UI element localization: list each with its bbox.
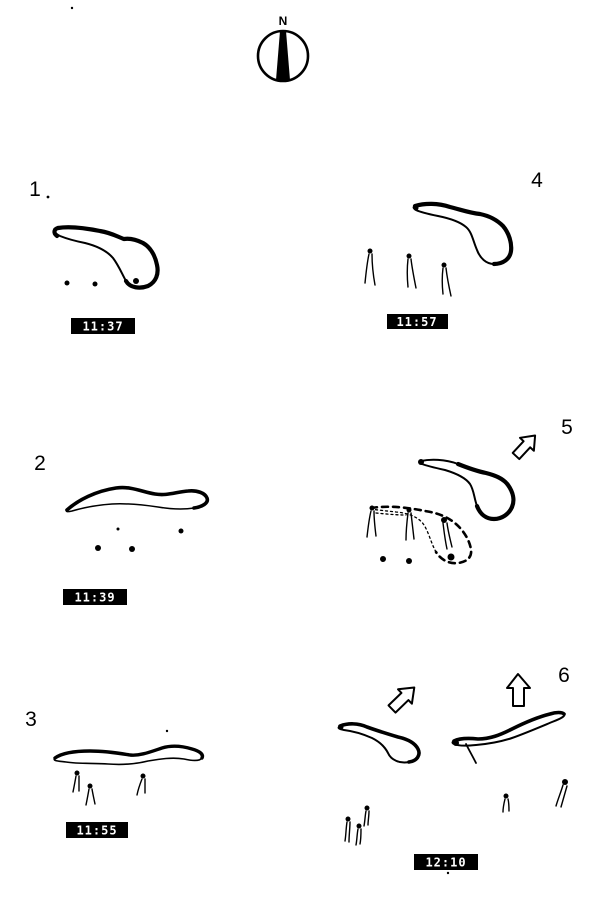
panel-4-number: 4 xyxy=(531,169,543,192)
splash-line xyxy=(446,268,451,296)
splash-mark xyxy=(367,506,376,538)
splash-line xyxy=(443,523,447,549)
splash-head xyxy=(504,794,509,799)
timestamp-text: 11:37 xyxy=(82,319,124,334)
splash-mark xyxy=(503,794,509,813)
splash-line xyxy=(364,811,366,826)
splash-mark xyxy=(364,806,370,827)
tail-tip xyxy=(339,725,344,730)
panel-6 xyxy=(339,664,570,870)
compass-north-label: N xyxy=(278,14,288,28)
splash-line xyxy=(508,799,509,811)
group-outline-emphasis xyxy=(415,204,511,264)
panel-6-number: 6 xyxy=(558,664,570,687)
splash-mark xyxy=(356,824,362,846)
splash-line xyxy=(406,513,408,540)
flipper-line xyxy=(466,744,476,763)
dashed-track-outline xyxy=(371,507,471,563)
splash-line xyxy=(345,822,347,841)
panel-1 xyxy=(29,178,157,334)
timestamp-badge-2 xyxy=(63,589,127,605)
splash-line xyxy=(442,268,443,294)
splash-line xyxy=(356,829,358,845)
panel-2-number: 2 xyxy=(34,452,46,475)
splash-head xyxy=(141,774,146,779)
splash-mark xyxy=(556,779,568,807)
splash-mark xyxy=(73,771,80,793)
dot-mark xyxy=(448,554,455,561)
panel-3 xyxy=(25,708,202,838)
splash-head xyxy=(442,263,447,268)
splash-line xyxy=(367,511,371,537)
timestamp-text: 11:55 xyxy=(76,823,118,838)
splash-mark xyxy=(406,508,414,541)
speck xyxy=(71,7,73,9)
splash-line xyxy=(411,259,416,288)
panel-4 xyxy=(365,169,543,329)
splash-mark xyxy=(345,817,351,843)
splash-line xyxy=(447,523,452,547)
arrow-shape xyxy=(385,680,421,716)
panel-1-number: 1 xyxy=(29,178,41,201)
speck xyxy=(447,872,449,874)
splash-head xyxy=(365,806,370,811)
splash-head xyxy=(407,254,412,259)
splash-head xyxy=(75,771,80,776)
splash-line xyxy=(365,254,369,283)
splash-mark xyxy=(442,263,452,297)
splash-head xyxy=(357,824,362,829)
splash-mark xyxy=(137,774,146,796)
splash-line xyxy=(86,789,89,805)
splash-mark xyxy=(407,254,417,289)
tail-tip xyxy=(414,206,419,211)
splash-line xyxy=(360,829,361,844)
timestamp-text: 11:57 xyxy=(396,315,438,329)
splash-line xyxy=(411,513,414,539)
splash-mark xyxy=(86,784,95,806)
speck xyxy=(47,196,50,199)
dot-mark xyxy=(179,529,184,534)
panel-2 xyxy=(34,452,207,605)
group-outline xyxy=(414,204,512,264)
splash-head xyxy=(88,784,93,789)
group-outline-emphasis xyxy=(58,227,158,287)
group-outline-emphasis xyxy=(55,746,202,758)
timestamp-badge-4 xyxy=(387,314,448,329)
dot-mark xyxy=(95,545,101,551)
open-arrow-up-icon xyxy=(507,674,530,706)
speck xyxy=(166,730,168,732)
open-arrow-northeast-icon xyxy=(509,429,542,462)
group-outline-emphasis xyxy=(458,464,513,519)
splash-head xyxy=(370,506,375,511)
dotted-track-return xyxy=(371,509,436,552)
splash-head xyxy=(407,508,412,513)
splash-line xyxy=(137,779,142,795)
splash-line xyxy=(374,511,376,536)
arrow-shape xyxy=(509,429,542,462)
splash-head xyxy=(441,517,447,523)
dot-mark xyxy=(406,558,412,564)
timestamp-badge-1 xyxy=(71,318,135,334)
open-arrow-northeast-icon xyxy=(385,680,421,716)
dot-mark xyxy=(380,556,386,562)
splash-line xyxy=(349,822,350,842)
timestamp-text: 11:39 xyxy=(74,590,116,605)
splash-line xyxy=(92,789,95,804)
splash-mark xyxy=(441,517,452,549)
splash-mark xyxy=(365,249,375,286)
dot-mark xyxy=(117,528,120,531)
north-compass-icon xyxy=(258,14,308,81)
panel-5 xyxy=(367,416,573,564)
splash-head xyxy=(346,817,351,822)
panel-5-number: 5 xyxy=(561,416,573,439)
splash-line xyxy=(368,811,369,825)
compass-needle xyxy=(276,31,290,80)
dot-mark xyxy=(133,278,139,284)
splash-head xyxy=(368,249,373,254)
timestamp-text: 12:10 xyxy=(425,855,467,870)
splash-line xyxy=(372,254,375,285)
tail-tip xyxy=(418,459,424,465)
paper-specks xyxy=(47,7,450,874)
splash-line xyxy=(407,259,408,287)
head-tip xyxy=(453,740,459,746)
tail-hook xyxy=(54,228,58,236)
splash-head xyxy=(562,779,568,785)
dot-mark xyxy=(65,281,70,286)
timestamp-badge-3 xyxy=(66,822,128,838)
group-outline xyxy=(55,227,158,287)
dot-mark xyxy=(129,546,135,552)
timestamp-badge-6 xyxy=(414,854,478,870)
splash-line xyxy=(503,799,505,812)
panel-3-number: 3 xyxy=(25,708,37,731)
dot-mark xyxy=(93,282,98,287)
splash-line xyxy=(73,776,76,792)
group-outline-emphasis xyxy=(454,713,564,742)
